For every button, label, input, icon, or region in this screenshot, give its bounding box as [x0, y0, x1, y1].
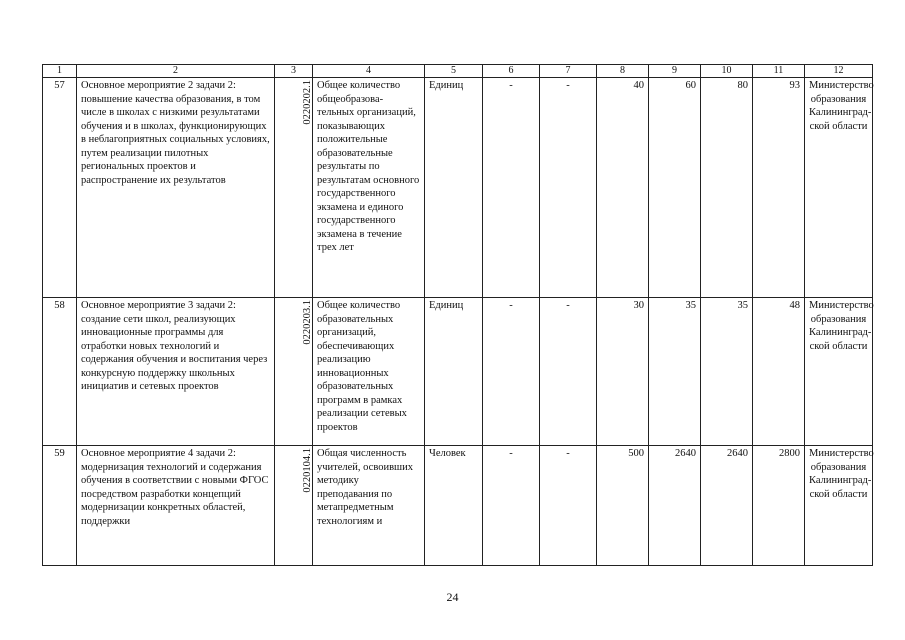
value-col8: 500: [597, 446, 649, 566]
page-number: 24: [446, 590, 459, 604]
indicators-table: [42, 64, 873, 566]
value-col8: 40: [597, 78, 649, 298]
indicator-description: Общая численность учителей, освоивших методику преподавания по метапредметным технологиям и: [313, 446, 425, 566]
indicator-description: Общее количество образовательных организаций, обеспечивающих реализацию инновационных образовательных программ в рамках реализации сетевых проектов: [313, 298, 425, 446]
value-col10: 80: [701, 78, 753, 298]
col-header-1: 1: [43, 65, 77, 78]
value-col6: -: [483, 298, 540, 446]
executor: Министерство образования Калининград-ской области: [805, 78, 873, 298]
budget-code-cell: [275, 78, 313, 298]
value-col9: 35: [649, 298, 701, 446]
unit: Единиц: [425, 298, 483, 446]
row-number: 58: [43, 298, 77, 446]
col-header-5: 5: [425, 65, 483, 78]
value-col6: -: [483, 446, 540, 566]
col-header-2: 2: [77, 65, 275, 78]
table-row: [43, 78, 873, 298]
table-row: [43, 446, 873, 566]
col-header-4: 4: [313, 65, 425, 78]
row-number: 59: [43, 446, 77, 566]
col-header-3: 3: [275, 65, 313, 78]
header-row: [43, 65, 873, 78]
event-description: Основное мероприятие 4 задачи 2: модернизация технологий и содержания обучения в соответствии с новыми ФГОС посредством разработки концепций модернизации конкретных областей, поддержки: [77, 446, 275, 566]
budget-code-cell: [275, 298, 313, 446]
value-col10: 35: [701, 298, 753, 446]
budget-code: 0220202.1: [301, 80, 313, 125]
indicator-description: Общее количество общеобразова-тельных организаций, показывающих положительные образовательные результаты по результатам основного государственного экзамена и единого государственного экзамена в течение трех лет: [313, 78, 425, 298]
col-header-12: 12: [805, 65, 873, 78]
value-col11: 93: [753, 78, 805, 298]
value-col7: -: [540, 78, 597, 298]
executor: Министерство образования Калининград-ской области: [805, 446, 873, 566]
value-col9: 60: [649, 78, 701, 298]
unit: Человек: [425, 446, 483, 566]
event-description: Основное мероприятие 3 задачи 2: создание сети школ, реализующих инновационные программы для отработки новых технологий и содержания обучения и воспитания через конкурсную поддержку школьных инициатив и сетевых проектов: [77, 298, 275, 446]
value-col8: 30: [597, 298, 649, 446]
budget-code-cell: [275, 446, 313, 566]
value-col11: 48: [753, 298, 805, 446]
value-col7: -: [540, 446, 597, 566]
row-number: 57: [43, 78, 77, 298]
budget-code: 0220203.1: [301, 300, 313, 345]
executor: Министерство образования Калининград-ской области: [805, 298, 873, 446]
value-col9: 2640: [649, 446, 701, 566]
table-row: [43, 298, 873, 446]
value-col11: 2800: [753, 446, 805, 566]
event-description: Основное мероприятие 2 задачи 2: повышение качества образования, в том числе в школах с низкими результатами обучения и в школах, функционирующих в неблагоприятных социальных условиях, путем реализации пилотных региональных проектов и распространение их результатов: [77, 78, 275, 298]
budget-code: 0220104.1: [301, 448, 313, 493]
value-col10: 2640: [701, 446, 753, 566]
col-header-9: 9: [649, 65, 701, 78]
col-header-8: 8: [597, 65, 649, 78]
unit: Единиц: [425, 78, 483, 298]
col-header-6: 6: [483, 65, 540, 78]
col-header-7: 7: [540, 65, 597, 78]
col-header-10: 10: [701, 65, 753, 78]
value-col6: -: [483, 78, 540, 298]
col-header-11: 11: [753, 65, 805, 78]
value-col7: -: [540, 298, 597, 446]
